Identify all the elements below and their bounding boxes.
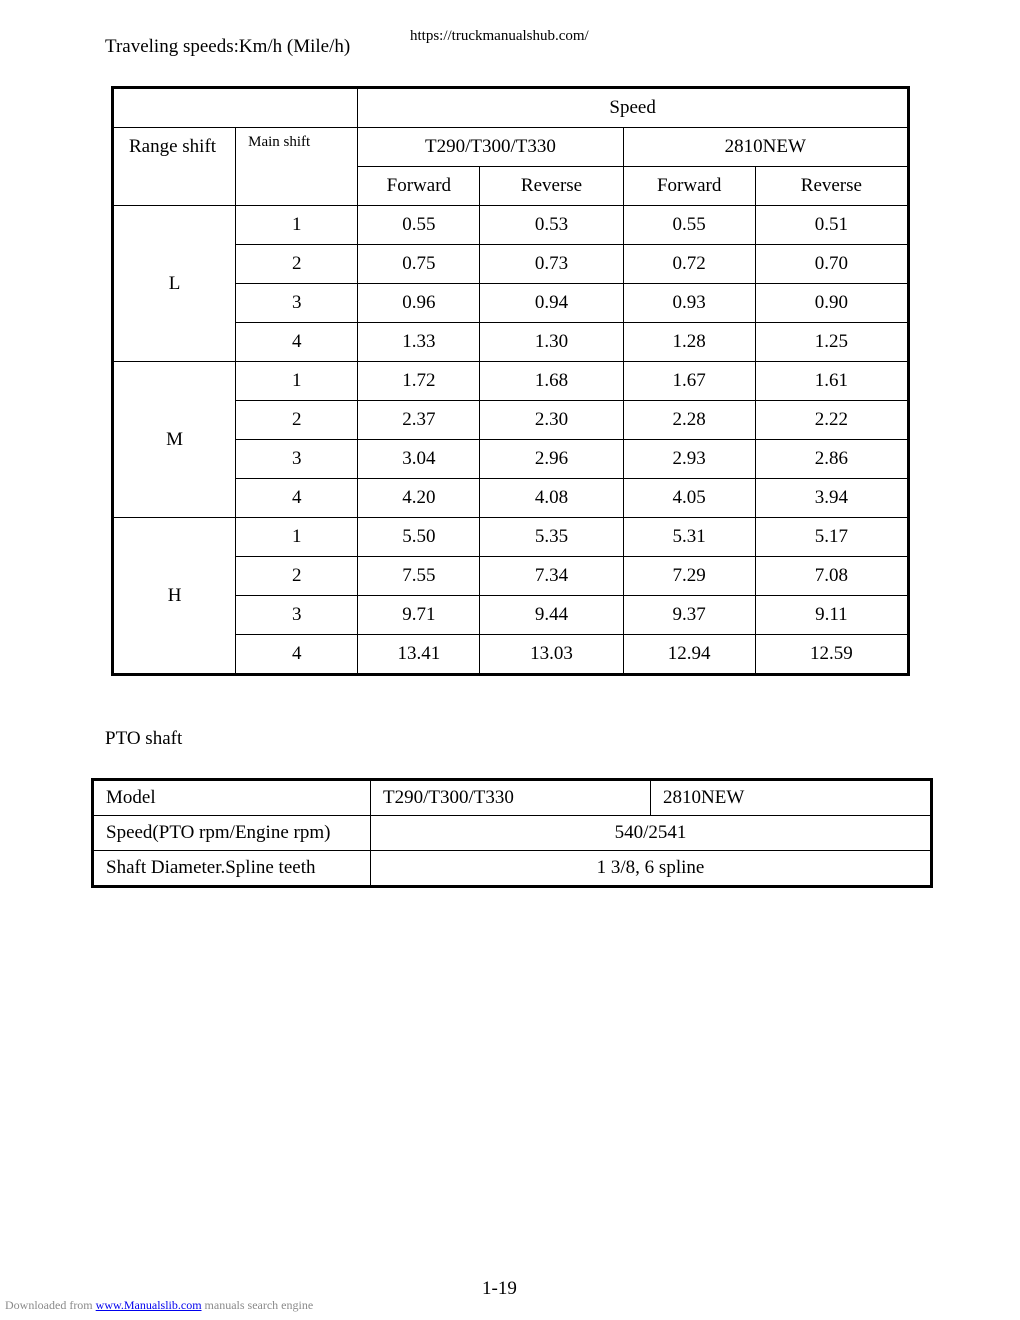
pto-shaft-table (91, 778, 933, 888)
model-a-reverse-header: Reverse (480, 167, 623, 206)
main-shift-cell: 2 (236, 557, 358, 596)
pto-shaft-label: Shaft Diameter.Spline teeth (93, 851, 371, 887)
speed-value-cell: 7.29 (623, 557, 755, 596)
speed-value-cell: 9.11 (755, 596, 908, 635)
main-shift-cell: 4 (236, 479, 358, 518)
main-shift-cell: 3 (236, 284, 358, 323)
manualslib-link[interactable]: www.Manualslib.com (95, 1298, 202, 1312)
speed-value-cell: 0.75 (358, 245, 480, 284)
speed-value-cell: 7.55 (358, 557, 480, 596)
speed-value-cell: 3.04 (358, 440, 480, 479)
speed-value-cell: 1.28 (623, 323, 755, 362)
pto-model-row (93, 780, 932, 816)
speed-value-cell: 2.22 (755, 401, 908, 440)
pto-speed-value: 540/2541 (371, 816, 932, 851)
speed-value-cell: 2.93 (623, 440, 755, 479)
pto-model-b: 2810NEW (651, 780, 932, 816)
download-footer (5, 1298, 313, 1313)
model-b-forward-header: Forward (623, 167, 755, 206)
speed-value-cell: 0.55 (623, 206, 755, 245)
range-shift-cell: H (113, 518, 236, 675)
pto-shaft-value: 1 3/8, 6 spline (371, 851, 932, 887)
speed-value-cell: 0.93 (623, 284, 755, 323)
main-shift-cell: 4 (236, 323, 358, 362)
speed-value-cell: 13.03 (480, 635, 623, 675)
speed-value-cell: 5.17 (755, 518, 908, 557)
header-row-2 (113, 128, 909, 167)
page-number: 1-19 (482, 1278, 517, 1299)
speed-value-cell: 1.72 (358, 362, 480, 401)
source-url: https://truckmanualshub.com/ (410, 28, 589, 44)
speed-value-cell: 2.28 (623, 401, 755, 440)
speed-value-cell: 1.61 (755, 362, 908, 401)
speed-value-cell: 7.08 (755, 557, 908, 596)
speed-value-cell: 7.34 (480, 557, 623, 596)
blank-header-cell (113, 88, 358, 128)
speed-table-body (113, 88, 909, 675)
pto-shaft-row (93, 851, 932, 887)
speed-value-cell: 4.20 (358, 479, 480, 518)
speed-value-cell: 4.08 (480, 479, 623, 518)
model-b-reverse-header: Reverse (755, 167, 908, 206)
speed-value-cell: 2.86 (755, 440, 908, 479)
speed-value-cell: 0.70 (755, 245, 908, 284)
footer-prefix: Downloaded from (5, 1298, 93, 1312)
main-shift-header: Main shift (236, 128, 358, 206)
page-heading: Traveling speeds:Km/h (Mile/h) (105, 36, 351, 57)
footer-suffix: manuals search engine (204, 1298, 314, 1312)
speed-value-cell: 5.31 (623, 518, 755, 557)
speed-value-cell: 0.72 (623, 245, 755, 284)
traveling-speeds-table (111, 86, 910, 676)
main-shift-cell: 2 (236, 401, 358, 440)
main-shift-cell: 3 (236, 440, 358, 479)
pto-speed-row (93, 816, 932, 851)
speed-value-cell: 0.51 (755, 206, 908, 245)
main-shift-cell: 3 (236, 596, 358, 635)
speed-value-cell: 9.44 (480, 596, 623, 635)
speed-value-cell: 4.05 (623, 479, 755, 518)
speed-value-cell: 5.50 (358, 518, 480, 557)
range-shift-header: Range shift (113, 128, 236, 206)
pto-model-a: T290/T300/T330 (371, 780, 651, 816)
speed-value-cell: 3.94 (755, 479, 908, 518)
range-shift-cell: L (113, 206, 236, 362)
speed-value-cell: 2.96 (480, 440, 623, 479)
pto-heading: PTO shaft (105, 728, 183, 749)
main-shift-cell: 1 (236, 362, 358, 401)
speed-value-cell: 1.33 (358, 323, 480, 362)
main-shift-cell: 2 (236, 245, 358, 284)
speed-value-cell: 1.30 (480, 323, 623, 362)
table-row (113, 206, 909, 245)
speed-value-cell: 9.37 (623, 596, 755, 635)
speed-value-cell: 2.30 (480, 401, 623, 440)
speed-value-cell: 12.94 (623, 635, 755, 675)
speed-value-cell: 0.94 (480, 284, 623, 323)
range-shift-cell: M (113, 362, 236, 518)
speed-value-cell: 0.53 (480, 206, 623, 245)
header-row-1 (113, 88, 909, 128)
speed-value-cell: 12.59 (755, 635, 908, 675)
model-a-header: T290/T300/T330 (358, 128, 623, 167)
speed-value-cell: 2.37 (358, 401, 480, 440)
main-shift-cell: 1 (236, 518, 358, 557)
table-row (113, 518, 909, 557)
speed-value-cell: 0.73 (480, 245, 623, 284)
speed-value-cell: 13.41 (358, 635, 480, 675)
speed-value-cell: 0.90 (755, 284, 908, 323)
speed-value-cell: 1.67 (623, 362, 755, 401)
speed-value-cell: 1.25 (755, 323, 908, 362)
speed-value-cell: 0.55 (358, 206, 480, 245)
pto-speed-label: Speed(PTO rpm/Engine rpm) (93, 816, 371, 851)
speed-value-cell: 0.96 (358, 284, 480, 323)
model-b-header: 2810NEW (623, 128, 908, 167)
model-a-forward-header: Forward (358, 167, 480, 206)
speed-value-cell: 9.71 (358, 596, 480, 635)
speed-value-cell: 1.68 (480, 362, 623, 401)
main-shift-cell: 4 (236, 635, 358, 675)
main-shift-cell: 1 (236, 206, 358, 245)
speed-header: Speed (358, 88, 909, 128)
pto-model-label: Model (93, 780, 371, 816)
table-row (113, 362, 909, 401)
speed-value-cell: 5.35 (480, 518, 623, 557)
